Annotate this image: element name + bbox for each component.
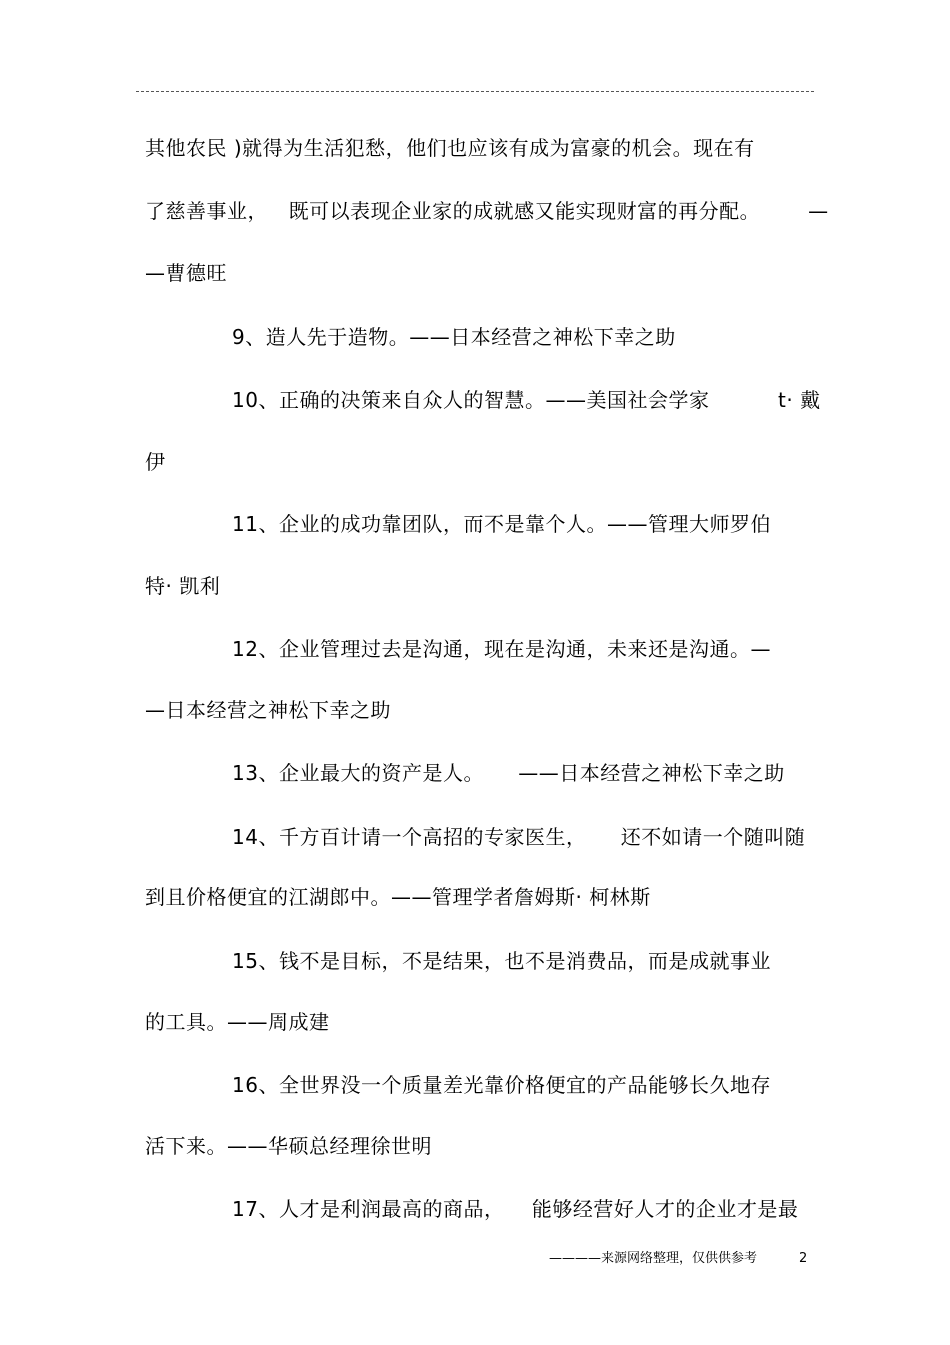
header-rule bbox=[136, 91, 814, 92]
quote-line: 15、钱不是目标，不是结果，也不是消费品，而是成就事业 bbox=[232, 949, 771, 973]
text-line: 伊 bbox=[145, 450, 166, 474]
quote-line: 12、企业管理过去是沟通，现在是沟通，未来还是沟通。— bbox=[232, 637, 771, 661]
quote-line: 9、造人先于造物。——日本经营之神松下幸之助 bbox=[232, 325, 676, 349]
text-line: 了慈善事业， 既可以表现企业家的成就感又能实现财富的再分配。 — bbox=[145, 199, 829, 223]
text-line: 其他农民 )就得为生活犯愁，他们也应该有成为富豪的机会。现在有 bbox=[145, 136, 755, 160]
text-line: 活下来。——华硕总经理徐世明 bbox=[145, 1134, 432, 1158]
quote-line: 10、正确的决策来自众人的智慧。——美国社会学家 t· 戴 bbox=[232, 388, 821, 412]
footer-source-note: ————来源网络整理，仅供供参考 bbox=[549, 1251, 758, 1266]
text-line: —日本经营之神松下幸之助 bbox=[145, 698, 391, 722]
text-line: 特· 凯利 bbox=[145, 574, 221, 598]
quote-line: 11、企业的成功靠团队，而不是靠个人。——管理大师罗伯 bbox=[232, 512, 771, 536]
quote-line: 16、全世界没一个质量差光靠价格便宜的产品能够长久地存 bbox=[232, 1073, 771, 1097]
quote-line: 14、千方百计请一个高招的专家医生， 还不如请一个随叫随 bbox=[232, 825, 806, 849]
text-line: 的工具。——周成建 bbox=[145, 1010, 330, 1034]
page-number: 2 bbox=[799, 1251, 808, 1266]
quote-line: 13、企业最大的资产是人。 ——日本经营之神松下幸之助 bbox=[232, 761, 785, 785]
quote-line: 17、人才是利润最高的商品， 能够经营好人才的企业才是最 bbox=[232, 1197, 799, 1221]
text-line: 到且价格便宜的江湖郎中。——管理学者詹姆斯· 柯林斯 bbox=[145, 885, 651, 909]
text-line: —曹德旺 bbox=[145, 261, 227, 285]
